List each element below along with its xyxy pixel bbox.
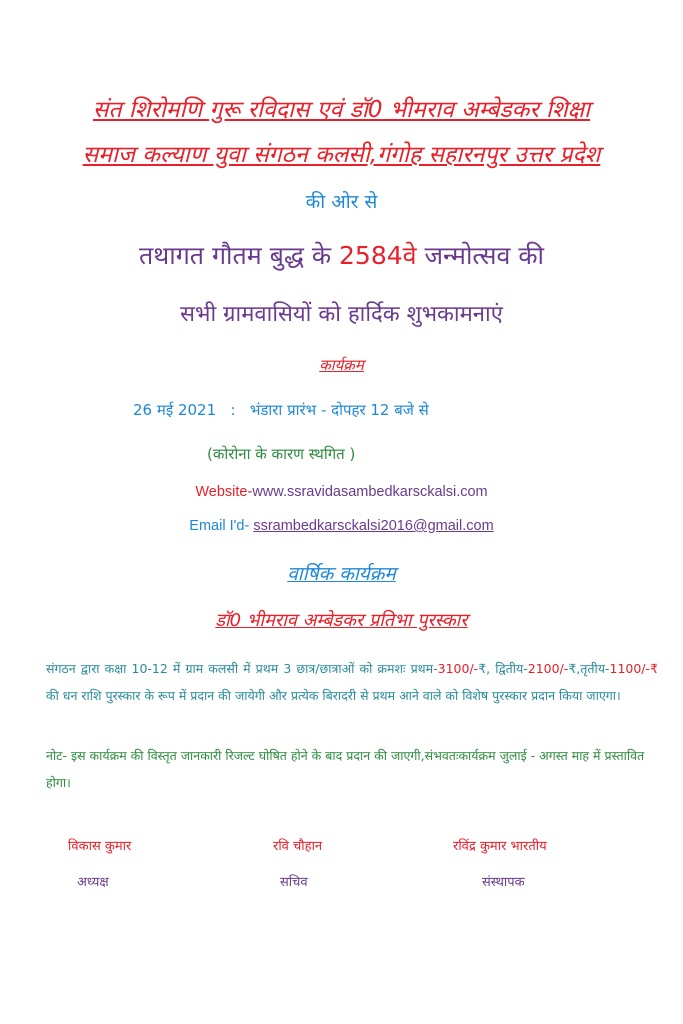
signatory-name-1: विकास कुमार bbox=[68, 839, 132, 854]
email-line bbox=[0, 518, 683, 534]
program-detail: भंडारा प्रारंभ - दोपहर 12 बजे से bbox=[249, 401, 429, 419]
annual-program-heading: वार्षिक कार्यक्रम bbox=[287, 563, 396, 585]
program-postponed-note: (कोरोना के कारण स्थगित ) bbox=[207, 445, 356, 463]
second-prize-amount: 2100/- bbox=[527, 661, 569, 676]
greeting-line-1-pre: तथागत गौतम बुद्ध के bbox=[139, 241, 340, 270]
greeting-line-1-post: जन्मोत्सव की bbox=[416, 241, 544, 270]
program-separator: : bbox=[230, 401, 236, 419]
program-schedule bbox=[133, 400, 429, 420]
program-note: नोट- इस कार्यक्रम की विस्तृत जानकारी रिजल्ट घोषित होने के बाद प्रदान की जाएगी,संभवतःकार्यक्रम जुलाई - अगस्त माह में प्रस्तावित होगा। bbox=[46, 748, 645, 790]
third-prize-amount: 1100/-₹ bbox=[609, 661, 658, 676]
first-prize-amount: 3100/- bbox=[437, 661, 479, 676]
award-description bbox=[46, 655, 658, 709]
signatory-name-3: रविंद्र कुमार भारतीय bbox=[453, 839, 547, 854]
org-title-line-1: संत शिरोमणि गुरू रविदास एवं डॉ0 भीमराव अम्बेडकर शिक्षा bbox=[92, 97, 591, 123]
website-label: Website- bbox=[195, 484, 253, 500]
website-line bbox=[0, 484, 683, 500]
signatory-name-2: रवि चौहान bbox=[273, 839, 323, 854]
from-text: की ओर से bbox=[305, 191, 378, 213]
award-text-c: ₹,तृतीय- bbox=[568, 661, 610, 676]
signatory-role-2: सचिव bbox=[280, 875, 308, 890]
award-title: डॉ0 भीमराव अम्बेडकर प्रतिभा पुरस्कार bbox=[215, 610, 468, 631]
greeting-line-1 bbox=[0, 238, 683, 272]
program-heading: कार्यक्रम bbox=[319, 356, 364, 374]
signatory-role-3: संस्थापक bbox=[482, 875, 525, 890]
greeting-line-2: सभी ग्रामवासियों को हार्दिक शुभकामनाएं bbox=[180, 302, 503, 327]
email-link[interactable]: ssrambedkarsckalsi2016@gmail.com bbox=[253, 518, 494, 534]
program-date: 26 मई 2021 bbox=[133, 401, 217, 419]
signatory-role-1: अध्यक्ष bbox=[77, 875, 109, 890]
website-url[interactable]: www.ssravidasambedkarsckalsi.com bbox=[252, 484, 488, 500]
award-text-d: की धन राशि पुरस्कार के रूप में प्रदान की जायेगी और प्रत्येक बिरादरी से प्रथम आने वाले को विशेष पुरस्कार प्रदान किया जाएगा। bbox=[46, 688, 621, 703]
email-label: Email I'd- bbox=[189, 518, 254, 534]
anniversary-number: 2584वे bbox=[339, 241, 417, 270]
org-title-line-2: समाज कल्याण युवा संगठन कलसी,गंगोह सहारनपुर उत्तर प्रदेश bbox=[82, 142, 601, 168]
award-text-b: ₹, द्वितीय- bbox=[478, 661, 528, 676]
award-text-a: संगठन द्वारा कक्षा 10-12 में ग्राम कलसी में प्रथम 3 छात्र/छात्राओं को क्रमशः प्रथम- bbox=[46, 661, 438, 676]
